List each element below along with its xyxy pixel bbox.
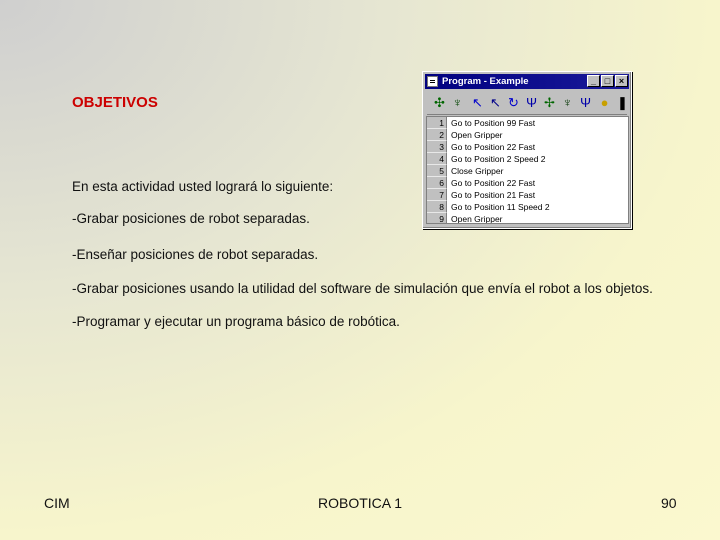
joint-speed-icon[interactable]: ✢ [544,95,555,110]
step-text: Go to Position 11 Speed 2 [451,202,550,212]
joint-tool-icon[interactable]: Ψ [580,95,591,110]
robot-gripper-icon[interactable]: ♆ [562,95,573,110]
objective-item: -Enseñar posiciones de robot separadas. [72,247,319,262]
list-item[interactable] [427,213,628,224]
step-text: Go to Position 21 Fast [451,190,536,200]
step-number: 4 [427,153,447,165]
arrow-up-left-icon[interactable]: ↖ [472,95,483,110]
step-number: 3 [427,141,447,153]
step-number: 1 [427,117,447,129]
list-item[interactable] [427,177,628,189]
program-step-list[interactable] [426,116,629,224]
step-text: Go to Position 22 Fast [451,178,536,188]
pause-icon[interactable]: ❚ [617,95,628,110]
footer-left: CIM [44,495,70,511]
step-text: Go to Position 99 Fast [451,118,536,128]
program-icon [427,76,438,87]
intro-text: En esta actividad usted logrará lo siguiente: [72,179,334,194]
minimize-button[interactable]: _ [587,75,600,87]
slide-title: OBJETIVOS [72,94,158,111]
step-number: 6 [427,177,447,189]
step-text: Go to Position 2 Speed 2 [451,154,546,164]
bulb-icon[interactable]: ● [600,95,609,110]
program-toolbar [427,92,627,115]
robot-move-icon[interactable]: ✣ [434,95,445,110]
step-number: 9 [427,213,447,224]
step-number: 2 [427,129,447,141]
joint-y-icon[interactable]: Ψ [526,95,537,110]
list-item[interactable] [427,129,628,141]
arrow-up-left-icon[interactable]: ↖ [490,95,501,110]
footer-center: ROBOTICA 1 [318,495,403,511]
objective-item: -Programar y ejecutar un programa básico de robótica. [72,314,400,329]
list-item[interactable] [427,165,628,177]
step-number: 8 [427,201,447,213]
rotate-icon[interactable]: ↻ [508,95,519,110]
step-number: 5 [427,165,447,177]
objective-item: -Grabar posiciones de robot separadas. [72,211,310,226]
window-title: Program - Example [442,76,529,87]
objective-item: -Grabar posiciones usando la utilidad del software de simulación que envía el robot a los objetos. [72,281,653,296]
window-titlebar[interactable] [425,74,629,89]
list-item[interactable] [427,141,628,153]
step-text: Go to Position 22 Fast [451,142,536,152]
list-item[interactable] [427,189,628,201]
close-button[interactable]: × [615,75,628,87]
program-window [422,71,632,229]
step-text: Open Gripper [451,130,503,140]
maximize-button[interactable]: □ [601,75,614,87]
page-number: 90 [661,495,677,511]
robot-gripper-icon[interactable]: ♆ [452,95,463,110]
list-item[interactable] [427,201,628,213]
list-item[interactable] [427,117,628,129]
step-text: Close Gripper [451,166,504,176]
step-number: 7 [427,189,447,201]
list-item[interactable] [427,153,628,165]
step-text: Open Gripper [451,214,503,224]
